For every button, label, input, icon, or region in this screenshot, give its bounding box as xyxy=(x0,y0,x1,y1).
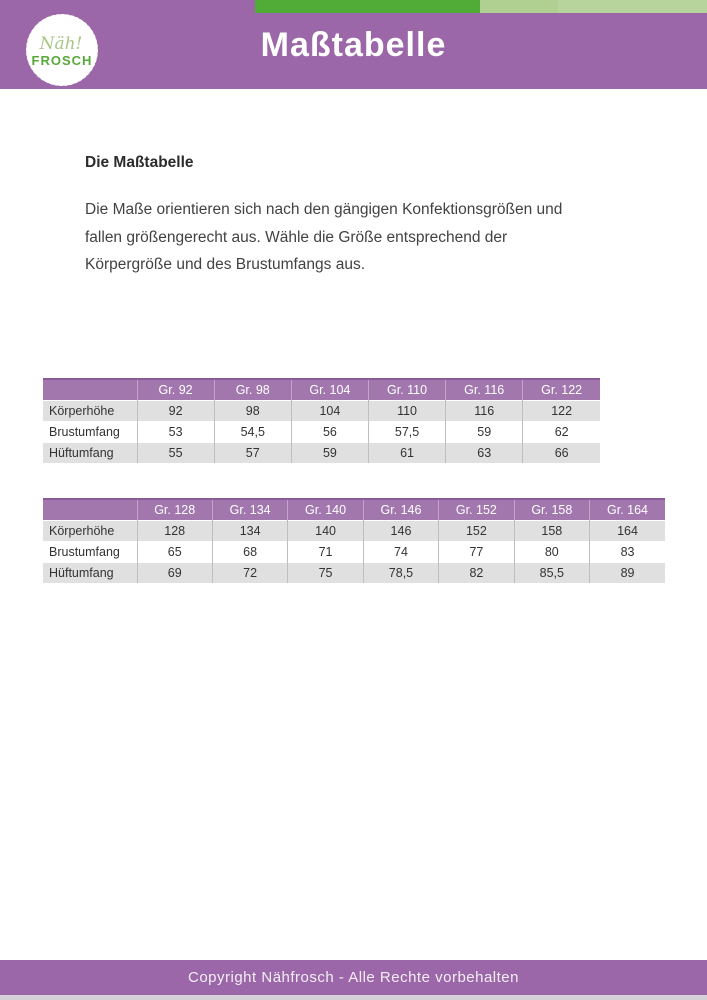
table-cell: 128 xyxy=(137,521,212,542)
table-cell: 56 xyxy=(291,422,368,443)
table-cell: 110 xyxy=(368,401,445,422)
column-header: Gr. 110 xyxy=(368,379,445,401)
table-cell: 122 xyxy=(523,401,600,422)
table-cell: 55 xyxy=(137,443,214,464)
intro-paragraph: Die Maße orientieren sich nach den gängigen Konfektionsgrößen und fallen größengerecht aus. Wähle die Größe entsprechend der Körpergröße und des Brustumfangs aus. xyxy=(85,201,563,273)
table-cell: 54,5 xyxy=(214,422,291,443)
column-header: Gr. 122 xyxy=(523,379,600,401)
table-cell: 57 xyxy=(214,443,291,464)
footer-bottom-strip xyxy=(0,995,707,1000)
table-row xyxy=(43,443,600,464)
row-label: Hüftumfang xyxy=(43,443,137,464)
table-cell: 53 xyxy=(137,422,214,443)
column-header: Gr. 92 xyxy=(137,379,214,401)
column-header: Gr. 164 xyxy=(590,499,665,521)
column-header: Gr. 116 xyxy=(446,379,523,401)
column-header xyxy=(43,379,137,401)
table-row xyxy=(43,422,600,443)
table-cell: 152 xyxy=(439,521,514,542)
page-footer xyxy=(0,960,707,995)
page-header xyxy=(0,0,707,89)
table-cell: 83 xyxy=(590,542,665,563)
table-header-row xyxy=(43,499,665,521)
table-cell: 158 xyxy=(514,521,589,542)
table-cell: 78,5 xyxy=(363,563,438,584)
table-row xyxy=(43,521,665,542)
table-cell: 57,5 xyxy=(368,422,445,443)
top-accent-bar-light-green-2 xyxy=(558,0,707,13)
size-table-large xyxy=(43,498,665,583)
column-header: Gr. 98 xyxy=(214,379,291,401)
table-cell: 98 xyxy=(214,401,291,422)
table-cell: 62 xyxy=(523,422,600,443)
table-cell: 134 xyxy=(212,521,287,542)
table-cell: 72 xyxy=(212,563,287,584)
table-cell: 66 xyxy=(523,443,600,464)
row-label: Hüftumfang xyxy=(43,563,137,584)
column-header: Gr. 146 xyxy=(363,499,438,521)
table-cell: 75 xyxy=(288,563,363,584)
top-accent-bar-light-green xyxy=(480,0,558,13)
table-cell: 82 xyxy=(439,563,514,584)
table-cell: 104 xyxy=(291,401,368,422)
table-cell: 65 xyxy=(137,542,212,563)
column-header: Gr. 152 xyxy=(439,499,514,521)
table-cell: 74 xyxy=(363,542,438,563)
column-header: Gr. 140 xyxy=(288,499,363,521)
table-row xyxy=(43,542,665,563)
column-header xyxy=(43,499,137,521)
table-cell: 59 xyxy=(446,422,523,443)
copyright-text: Copyright Nähfrosch - Alle Rechte vorbehalten xyxy=(188,969,519,986)
table-cell: 146 xyxy=(363,521,438,542)
row-label: Brustumfang xyxy=(43,422,137,443)
table-row xyxy=(43,563,665,584)
page-title: Maßtabelle xyxy=(260,26,447,64)
column-header: Gr. 128 xyxy=(137,499,212,521)
table-cell: 92 xyxy=(137,401,214,422)
table-row xyxy=(43,401,600,422)
table-cell: 61 xyxy=(368,443,445,464)
table-cell: 116 xyxy=(446,401,523,422)
table-cell: 71 xyxy=(288,542,363,563)
logo-frosch-text: FROSCH xyxy=(31,53,93,68)
row-label: Körperhöhe xyxy=(43,521,137,542)
top-accent-bar-dark-green xyxy=(255,0,480,13)
row-label: Körperhöhe xyxy=(43,401,137,422)
column-header: Gr. 134 xyxy=(212,499,287,521)
size-table-small xyxy=(43,378,600,463)
table-cell: 69 xyxy=(137,563,212,584)
table-cell: 59 xyxy=(291,443,368,464)
column-header: Gr. 158 xyxy=(514,499,589,521)
table-cell: 140 xyxy=(288,521,363,542)
table-cell: 63 xyxy=(446,443,523,464)
column-header: Gr. 104 xyxy=(291,379,368,401)
table-cell: 89 xyxy=(590,563,665,584)
section-heading: Die Maßtabelle xyxy=(85,154,194,171)
table-cell: 77 xyxy=(439,542,514,563)
row-label: Brustumfang xyxy=(43,542,137,563)
table-cell: 164 xyxy=(590,521,665,542)
table-header-row xyxy=(43,379,600,401)
table-cell: 80 xyxy=(514,542,589,563)
table-cell: 85,5 xyxy=(514,563,589,584)
table-cell: 68 xyxy=(212,542,287,563)
logo-script-text: Näh! xyxy=(39,34,83,54)
